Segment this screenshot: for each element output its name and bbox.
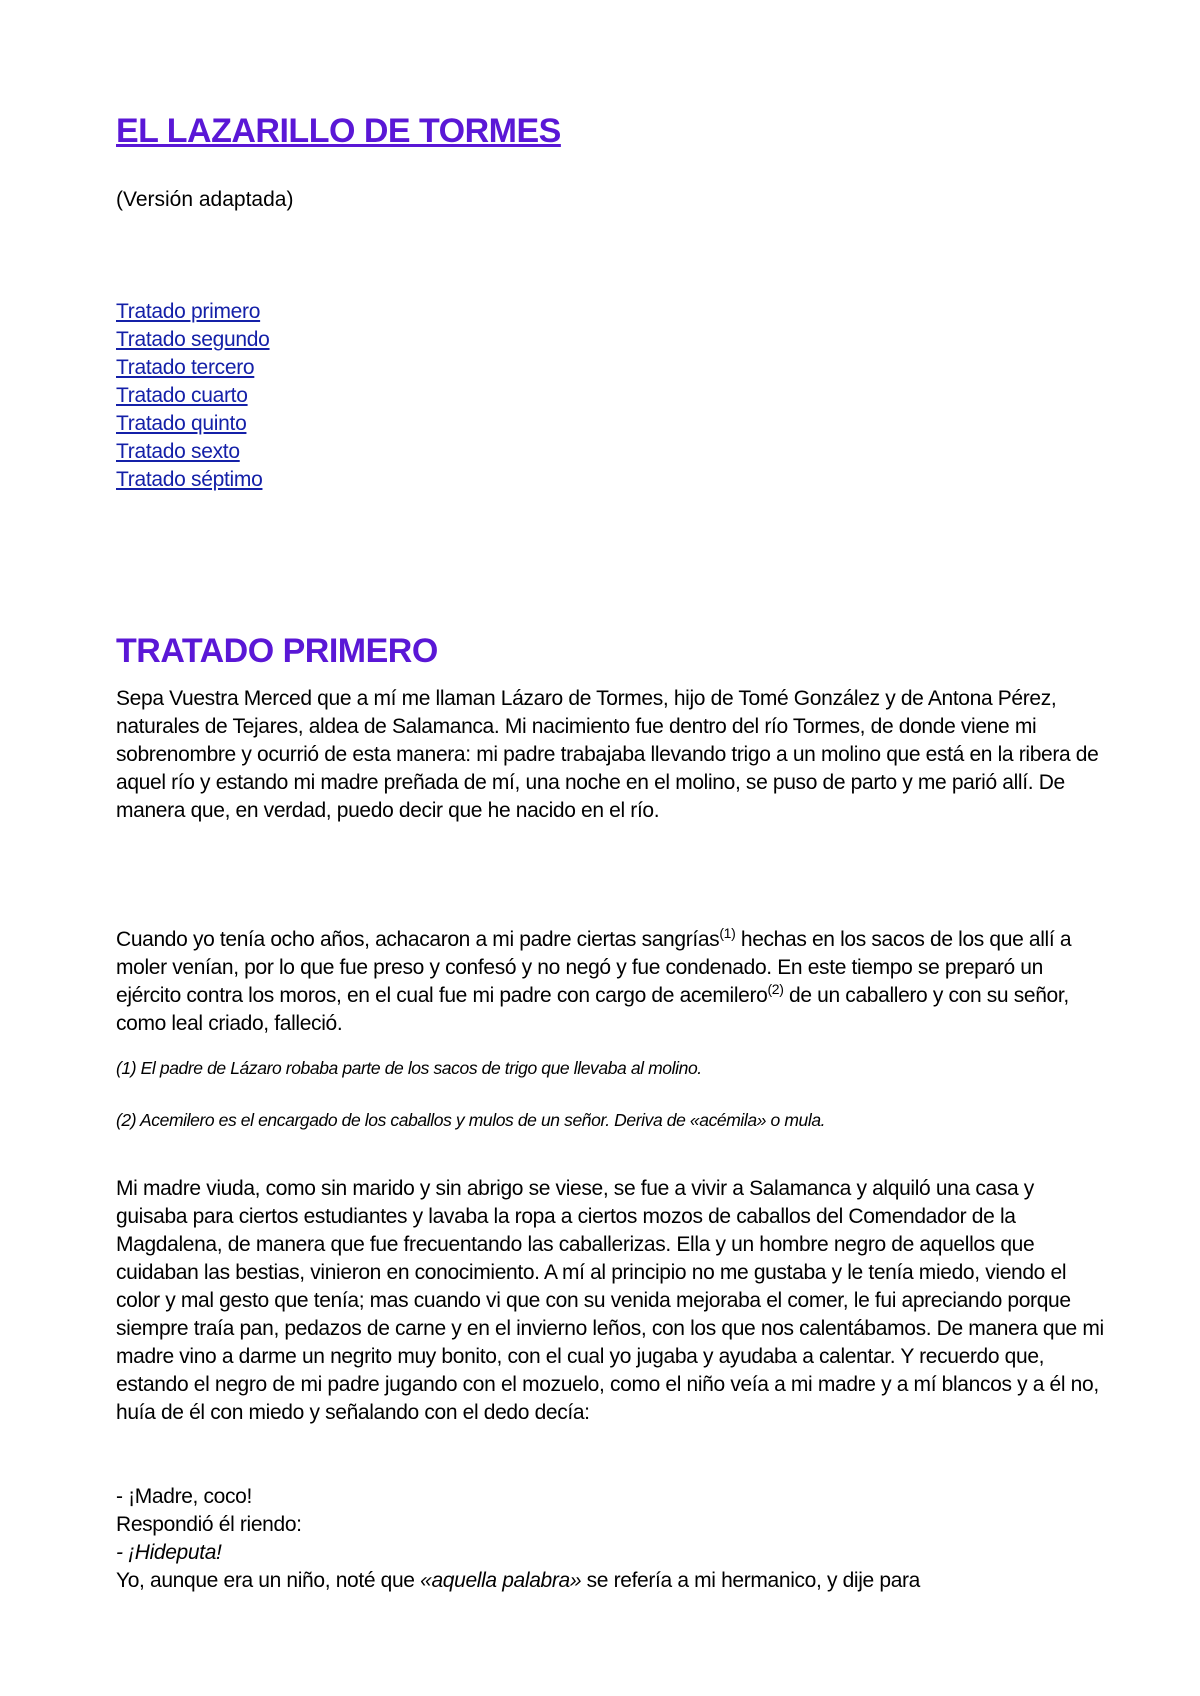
toc-item bbox=[116, 410, 270, 438]
toc-link-tratado-primero[interactable]: Tratado primero bbox=[116, 300, 261, 323]
toc-link-tratado-cuarto[interactable]: Tratado cuarto bbox=[116, 384, 248, 407]
toc-item bbox=[116, 354, 270, 382]
toc-link-tratado-sexto[interactable]: Tratado sexto bbox=[116, 440, 240, 463]
toc-item bbox=[116, 298, 270, 326]
paragraph-text: hechas en los sacos de los que allí a moler venían, por lo que fue preso y confesó y no negó y fue condenado. En este tiempo se preparó un ejército contra los moros, en el cual fue mi padre con cargo de acemilero bbox=[116, 928, 1072, 1007]
footnote-2: (2) Acemilero es el encargado de los caballos y mulos de un señor. Deriva de «acémila» o mula. bbox=[116, 1110, 826, 1130]
toc-item bbox=[116, 382, 270, 410]
toc-item bbox=[116, 438, 270, 466]
document-subtitle: (Versión adaptada) bbox=[116, 188, 294, 211]
paragraph-father bbox=[116, 926, 1106, 1038]
dialogue-line: - ¡Madre, coco! bbox=[116, 1485, 252, 1508]
quoted-phrase: «aquella palabra» bbox=[420, 1569, 582, 1592]
toc-link-tratado-septimo[interactable]: Tratado séptimo bbox=[116, 468, 263, 491]
toc-link-tratado-quinto[interactable]: Tratado quinto bbox=[116, 412, 247, 435]
toc-link-tratado-tercero[interactable]: Tratado tercero bbox=[116, 356, 255, 379]
paragraph-birth: Sepa Vuestra Merced que a mí me llaman Lázaro de Tormes, hijo de Tomé González y de Antona Pérez, naturales de Tejares, aldea de Salamanca. Mi nacimiento fue dentro del río Tormes, de donde viene mi sobrenombre y ocurrió de esta manera: mi padre trabajaba llevando trigo a un molino que está en la ribera de aquel río y estando mi madre preñada de mí, una noche en el molino, se puso de parto y me parió allí. De manera que, en verdad, puedo decir que he nacido en el río. bbox=[116, 687, 1099, 822]
footnote-ref-2: (2) bbox=[767, 981, 784, 997]
dialogue-italic: - ¡Hideputa! bbox=[116, 1541, 222, 1564]
footnote-ref-1: (1) bbox=[719, 925, 736, 941]
document-title: EL LAZARILLO DE TORMES bbox=[116, 112, 561, 150]
paragraph-text: Cuando yo tenía ocho años, achacaron a mi padre ciertas sangrías bbox=[116, 928, 720, 951]
toc-item bbox=[116, 466, 270, 494]
footnote-1: (1) El padre de Lázaro robaba parte de los sacos de trigo que llevaba al molino. bbox=[116, 1058, 702, 1078]
paragraph-text: de un caballero y con su señor, como leal criado, falleció. bbox=[116, 984, 1069, 1035]
narration-line: Respondió él riendo: bbox=[116, 1513, 302, 1536]
toc-link-tratado-segundo[interactable]: Tratado segundo bbox=[116, 328, 270, 351]
narration-line bbox=[116, 1567, 920, 1595]
table-of-contents bbox=[116, 298, 270, 494]
paragraph-text: Yo, aunque era un niño, noté que bbox=[116, 1569, 421, 1592]
paragraph-mother: Mi madre viuda, como sin marido y sin abrigo se viese, se fue a vivir a Salamanca y alquiló una casa y guisaba para ciertos estudiantes y lavaba la ropa a ciertos mozos de caballos del Comendador de la Magdalena, de manera que fue frecuentando las caballerizas. Ella y un hombre negro de aquellos que cuidaban las bestias, vinieron en conocimiento. A mí al principio no me gustaba y le tenía miedo, viendo el color y mal gesto que tenía; mas cuando vi que con su venida mejoraba el comer, le fui apreciando porque siempre traía pan, pedazos de carne y en el invierno leños, con los que nos calentábamos. De manera que mi madre vino a darme un negrito muy bonito, con el cual yo jugaba y ayudaba a calentar. Y recuerdo que, estando el negro de mi padre jugando con el mozuelo, como el niño veía a mi madre y a mí blancos y a él no, huía de él con miedo y señalando con el dedo decía: bbox=[116, 1177, 1104, 1424]
dialogue-line bbox=[116, 1539, 222, 1567]
paragraph-text: se refería a mi hermanico, y dije para bbox=[581, 1569, 920, 1592]
section-title: TRATADO PRIMERO bbox=[116, 632, 438, 670]
toc-item bbox=[116, 326, 270, 354]
